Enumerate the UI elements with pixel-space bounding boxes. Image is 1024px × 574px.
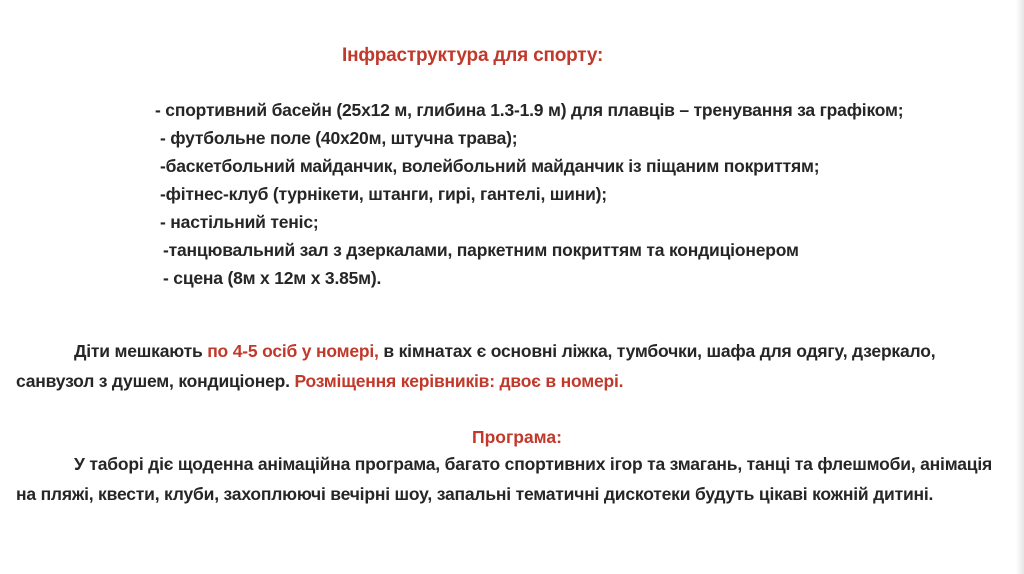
- accommodation-paragraph: [16, 336, 1006, 396]
- accommodation-highlight-occupancy: по 4-5 осіб у номері,: [207, 341, 379, 361]
- program-title: Програма:: [472, 427, 562, 447]
- program-text: У таборі діє щоденна анімаційна програма, багато спортивних ігор та змагань, танці та флешмоби, анімація на пляжі, квести, клуби, захоплюючі вечірні шоу, запальні тематичні дискотеки будуть цікаві кожній дитині.: [16, 454, 992, 504]
- infrastructure-item-tennis: - настільний теніс;: [160, 212, 319, 232]
- program-paragraph: [16, 449, 1006, 509]
- infrastructure-title: Інфраструктура для спорту:: [342, 45, 604, 66]
- accommodation-text-1: Діти мешкають: [74, 341, 208, 361]
- infrastructure-item-football: - футбольне поле (40х20м, штучна трава);: [160, 128, 518, 148]
- infrastructure-item-dance-hall: -танцювальний зал з дзеркалами, паркетним покриттям та кондиціонером: [163, 240, 799, 260]
- infrastructure-item-fitness: -фітнес-клуб (турнікети, штанги, гирі, гантелі, шини);: [160, 184, 607, 204]
- infrastructure-item-stage: - сцена (8м х 12м х 3.85м).: [163, 268, 382, 288]
- accommodation-highlight-leaders: Розміщення керівників: двоє в номері.: [294, 371, 624, 391]
- accommodation-text-2: в кімнатах є основні ліжка, тумбочки, шафа для одягу, дзеркало, санвузол з душем, кондиціонер.: [16, 341, 936, 391]
- slide-edge-shadow: [1016, 0, 1024, 574]
- infrastructure-item-courts: -баскетбольний майданчик, волейбольний майданчик із піщаним покриттям;: [160, 156, 820, 176]
- infrastructure-item-pool: - спортивний басейн (25х12 м, глибина 1.3-1.9 м) для плавців – тренування за графіком;: [155, 100, 904, 120]
